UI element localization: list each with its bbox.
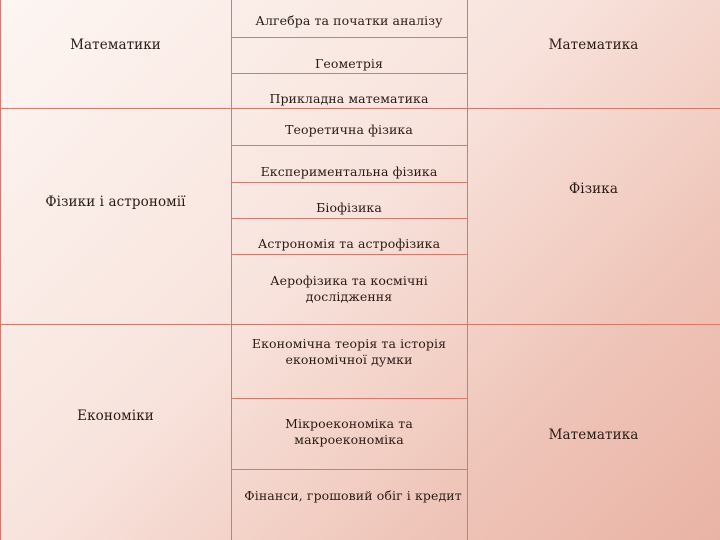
- grid-line: [231, 218, 467, 219]
- result-label: Фізика: [569, 181, 618, 197]
- grid-line: [0, 324, 720, 325]
- grid-line: [231, 73, 467, 74]
- subject-label: Алгебра та початки аналізу: [255, 13, 443, 28]
- grid-line: [231, 37, 467, 38]
- grid-line: [467, 0, 468, 540]
- subject-label: Аерофізика та космічні дослідження: [270, 273, 428, 304]
- category-label: Математики: [70, 37, 161, 53]
- grid-line: [231, 145, 467, 146]
- grid-line: [0, 108, 720, 109]
- category-label: Економіки: [77, 408, 154, 424]
- grid-line: [231, 398, 467, 399]
- subject-label: Прикладна математика: [269, 91, 429, 106]
- subject-label: Експериментальна фізика: [260, 164, 438, 179]
- grid-line: [231, 0, 232, 540]
- subject-label: Астрономія та астрофізика: [257, 236, 441, 251]
- grid-line: [0, 0, 1, 540]
- category-label: Фізики і астрономії: [45, 194, 186, 210]
- subject-label: Біофізика: [316, 200, 382, 215]
- grid-line: [231, 254, 467, 255]
- result-label: Математика: [548, 427, 639, 443]
- grid-line: [231, 469, 467, 470]
- result-label: Математика: [548, 37, 639, 53]
- subject-label: Мікроекономіка та макроекономіка: [285, 416, 413, 447]
- subject-label: Фінанси, грошовий обіг і кредит: [244, 488, 462, 503]
- subject-label: Економічна теорія та історія економічної думки: [251, 336, 447, 367]
- subject-label: Теоретична фізика: [285, 122, 413, 137]
- subject-label: Геометрія: [314, 56, 384, 71]
- grid-line: [231, 182, 467, 183]
